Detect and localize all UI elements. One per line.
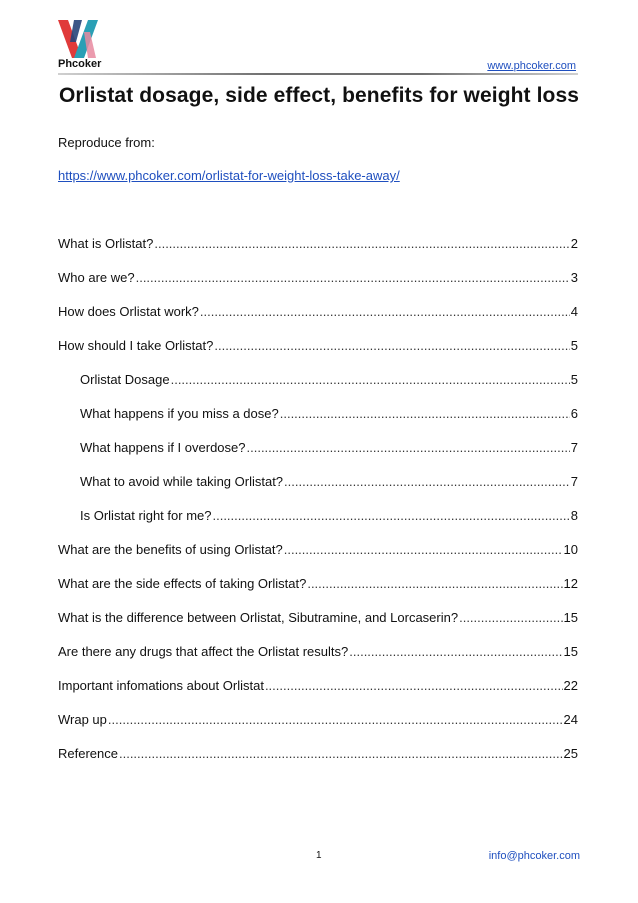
toc-subentry[interactable] bbox=[58, 474, 578, 508]
toc-entry[interactable] bbox=[58, 542, 578, 576]
document-title: Orlistat dosage, side effect, benefits for weight loss bbox=[58, 84, 579, 107]
toc-leader-dots bbox=[280, 406, 570, 421]
toc-entry-page: 22 bbox=[563, 678, 578, 693]
source-url-link[interactable]: https://www.phcoker.com/orlistat-for-weight-loss-take-away/ bbox=[58, 168, 400, 183]
toc-leader-dots bbox=[136, 270, 570, 285]
header-rule bbox=[58, 73, 578, 75]
toc-leader-dots bbox=[119, 746, 563, 761]
toc-entry-page: 15 bbox=[563, 610, 578, 625]
toc-leader-dots bbox=[171, 372, 570, 387]
toc-leader-dots bbox=[265, 678, 563, 693]
toc-entry-page: 2 bbox=[570, 236, 578, 251]
toc-entry[interactable] bbox=[58, 746, 578, 780]
table-of-contents bbox=[58, 236, 578, 780]
toc-subentry[interactable] bbox=[58, 372, 578, 406]
toc-entry-title: Are there any drugs that affect the Orlistat results? bbox=[58, 644, 349, 659]
toc-entry-title: Orlistat Dosage bbox=[80, 372, 170, 387]
toc-entry-title: Wrap up bbox=[58, 712, 107, 727]
toc-entry-title: What are the benefits of using Orlistat? bbox=[58, 542, 283, 557]
toc-leader-dots bbox=[214, 338, 569, 353]
toc-entry[interactable] bbox=[58, 610, 578, 644]
toc-entry-title: What is Orlistat? bbox=[58, 236, 154, 251]
toc-entry-title: How does Orlistat work? bbox=[58, 304, 199, 319]
toc-leader-dots bbox=[284, 474, 570, 489]
toc-entry[interactable] bbox=[58, 678, 578, 712]
toc-entry-page: 8 bbox=[570, 508, 578, 523]
toc-entry-page: 7 bbox=[570, 440, 578, 455]
toc-entry-page: 6 bbox=[570, 406, 578, 421]
toc-entry[interactable] bbox=[58, 236, 578, 270]
toc-entry[interactable] bbox=[58, 338, 578, 372]
toc-entry-page: 7 bbox=[570, 474, 578, 489]
toc-entry-title: Who are we? bbox=[58, 270, 135, 285]
toc-entry-title: Is Orlistat right for me? bbox=[80, 508, 212, 523]
toc-entry-page: 25 bbox=[563, 746, 578, 761]
toc-leader-dots bbox=[307, 576, 562, 591]
toc-entry-page: 12 bbox=[563, 576, 578, 591]
toc-entry-page: 5 bbox=[570, 372, 578, 387]
toc-leader-dots bbox=[200, 304, 570, 319]
toc-entry-page: 24 bbox=[563, 712, 578, 727]
toc-entry-title: What are the side effects of taking Orlistat? bbox=[58, 576, 307, 591]
toc-entry-page: 3 bbox=[570, 270, 578, 285]
brand-name: Phcoker bbox=[58, 58, 102, 70]
toc-entry-title: What to avoid while taking Orlistat? bbox=[80, 474, 284, 489]
toc-entry[interactable] bbox=[58, 644, 578, 678]
toc-entry[interactable] bbox=[58, 304, 578, 338]
page-number: 1 bbox=[316, 850, 322, 861]
toc-entry-page: 15 bbox=[563, 644, 578, 659]
toc-leader-dots bbox=[212, 508, 569, 523]
toc-entry-page: 4 bbox=[570, 304, 578, 319]
toc-subentry[interactable] bbox=[58, 406, 578, 440]
toc-entry-page: 5 bbox=[570, 338, 578, 353]
toc-entry[interactable] bbox=[58, 712, 578, 746]
toc-entry[interactable] bbox=[58, 576, 578, 610]
toc-entry-title: What is the difference between Orlistat, Sibutramine, and Lorcaserin? bbox=[58, 610, 459, 625]
toc-leader-dots bbox=[349, 644, 562, 659]
toc-leader-dots bbox=[154, 236, 569, 251]
toc-subentry[interactable] bbox=[58, 508, 578, 542]
toc-subentry[interactable] bbox=[58, 440, 578, 474]
toc-leader-dots bbox=[247, 440, 570, 455]
toc-leader-dots bbox=[284, 542, 563, 557]
toc-entry-page: 10 bbox=[563, 542, 578, 557]
site-url-link[interactable]: www.phcoker.com bbox=[487, 60, 576, 72]
toc-entry-title: How should I take Orlistat? bbox=[58, 338, 214, 353]
toc-entry-title: What happens if you miss a dose? bbox=[80, 406, 279, 421]
toc-entry-title: Important infomations about Orlistat bbox=[58, 678, 264, 693]
contact-email-link[interactable]: info@phcoker.com bbox=[488, 850, 580, 862]
toc-entry-title: What happens if I overdose? bbox=[80, 440, 246, 455]
reproduce-label: Reproduce from: bbox=[58, 135, 155, 150]
toc-leader-dots bbox=[459, 610, 562, 625]
phcoker-logo bbox=[58, 20, 100, 58]
toc-leader-dots bbox=[108, 712, 563, 727]
toc-entry-title: Reference bbox=[58, 746, 118, 761]
toc-entry[interactable] bbox=[58, 270, 578, 304]
